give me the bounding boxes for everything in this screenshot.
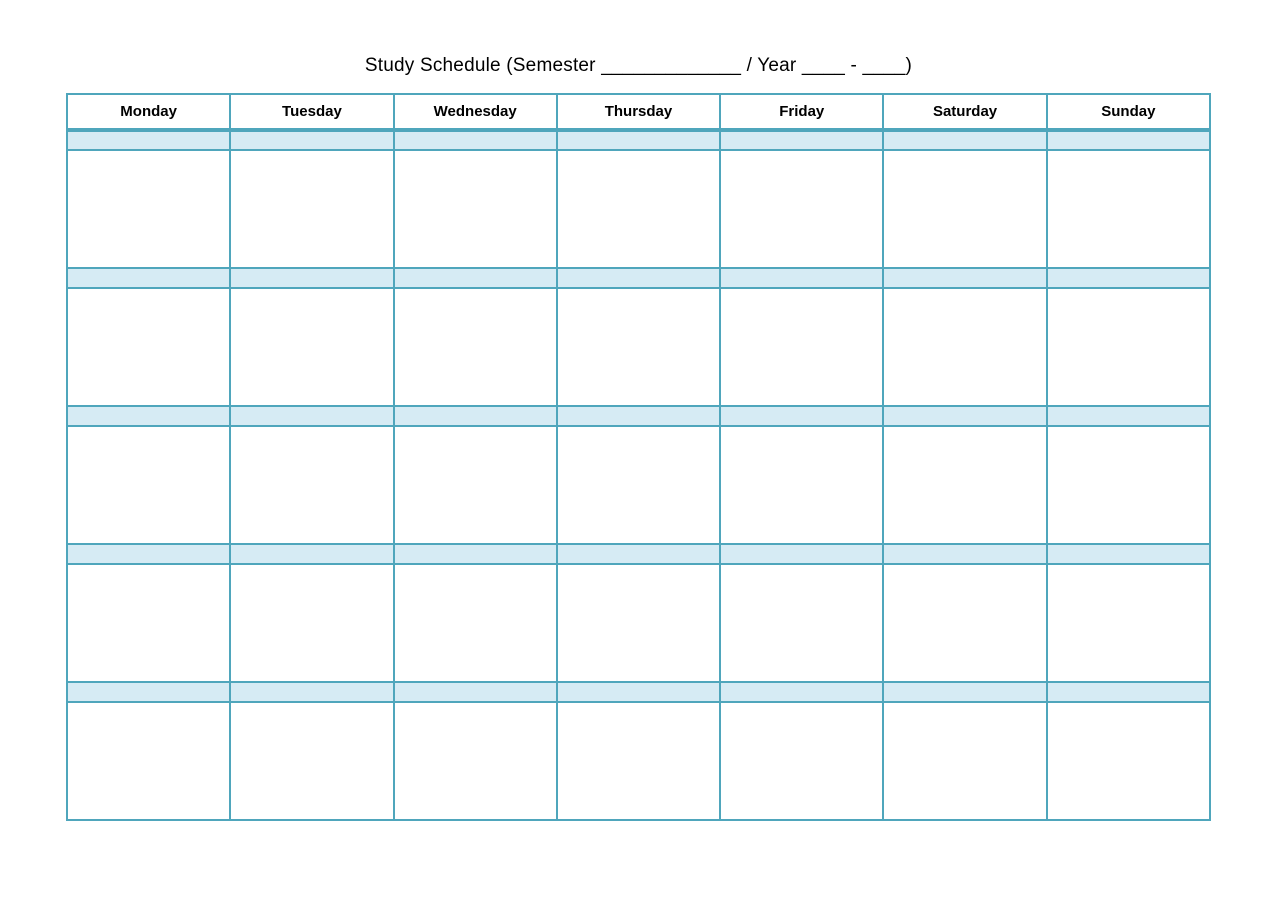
time-label-cell-thursday: [557, 406, 720, 426]
time-label-cell-sunday: [1047, 268, 1210, 288]
time-label-cell-sunday: [1047, 130, 1210, 150]
schedule-cell-monday: [67, 564, 230, 682]
time-label-cell-tuesday: [230, 130, 393, 150]
time-label-cell-wednesday: [394, 682, 557, 702]
schedule-cell-tuesday: [230, 702, 393, 820]
schedule-table-body: [67, 130, 1210, 820]
time-label-row: [67, 268, 1210, 288]
time-label-cell-friday: [720, 406, 883, 426]
schedule-entry-row: [67, 702, 1210, 820]
schedule-cell-sunday: [1047, 564, 1210, 682]
schedule-cell-friday: [720, 426, 883, 544]
column-header-friday: Friday: [720, 94, 883, 130]
schedule-cell-thursday: [557, 288, 720, 406]
schedule-cell-wednesday: [394, 426, 557, 544]
schedule-cell-thursday: [557, 150, 720, 268]
column-header-monday: Monday: [67, 94, 230, 130]
schedule-cell-thursday: [557, 702, 720, 820]
time-label-cell-monday: [67, 682, 230, 702]
study-schedule-table: [66, 93, 1211, 821]
column-header-tuesday: Tuesday: [230, 94, 393, 130]
schedule-cell-saturday: [883, 426, 1046, 544]
schedule-cell-tuesday: [230, 426, 393, 544]
time-label-cell-thursday: [557, 130, 720, 150]
schedule-cell-monday: [67, 288, 230, 406]
schedule-entry-row: [67, 426, 1210, 544]
time-label-cell-friday: [720, 130, 883, 150]
time-label-row: [67, 406, 1210, 426]
schedule-cell-wednesday: [394, 288, 557, 406]
time-label-cell-monday: [67, 406, 230, 426]
schedule-cell-saturday: [883, 288, 1046, 406]
time-label-cell-sunday: [1047, 406, 1210, 426]
table-header: [67, 94, 1210, 130]
time-label-cell-saturday: [883, 682, 1046, 702]
weekday-header-row: [67, 94, 1210, 130]
time-label-cell-wednesday: [394, 406, 557, 426]
time-label-cell-tuesday: [230, 406, 393, 426]
column-header-sunday: Sunday: [1047, 94, 1210, 130]
schedule-cell-thursday: [557, 564, 720, 682]
time-label-cell-friday: [720, 268, 883, 288]
time-label-cell-wednesday: [394, 130, 557, 150]
schedule-cell-sunday: [1047, 150, 1210, 268]
schedule-cell-saturday: [883, 150, 1046, 268]
schedule-cell-monday: [67, 426, 230, 544]
time-label-cell-thursday: [557, 682, 720, 702]
time-label-cell-tuesday: [230, 544, 393, 564]
schedule-cell-monday: [67, 150, 230, 268]
time-label-row: [67, 682, 1210, 702]
time-label-cell-monday: [67, 130, 230, 150]
time-label-cell-tuesday: [230, 682, 393, 702]
time-label-cell-monday: [67, 268, 230, 288]
schedule-cell-wednesday: [394, 564, 557, 682]
schedule-cell-monday: [67, 702, 230, 820]
schedule-cell-saturday: [883, 564, 1046, 682]
schedule-cell-tuesday: [230, 288, 393, 406]
column-header-wednesday: Wednesday: [394, 94, 557, 130]
schedule-cell-thursday: [557, 426, 720, 544]
schedule-cell-friday: [720, 564, 883, 682]
schedule-cell-wednesday: [394, 702, 557, 820]
schedule-entry-row: [67, 288, 1210, 406]
time-label-cell-monday: [67, 544, 230, 564]
schedule-cell-friday: [720, 288, 883, 406]
schedule-cell-tuesday: [230, 150, 393, 268]
column-header-thursday: Thursday: [557, 94, 720, 130]
schedule-cell-tuesday: [230, 564, 393, 682]
schedule-cell-sunday: [1047, 426, 1210, 544]
time-label-cell-saturday: [883, 544, 1046, 564]
schedule-cell-sunday: [1047, 702, 1210, 820]
schedule-cell-saturday: [883, 702, 1046, 820]
column-header-saturday: Saturday: [883, 94, 1046, 130]
schedule-cell-friday: [720, 150, 883, 268]
time-label-row: [67, 130, 1210, 150]
time-label-cell-sunday: [1047, 682, 1210, 702]
schedule-cell-friday: [720, 702, 883, 820]
time-label-cell-saturday: [883, 268, 1046, 288]
time-label-cell-wednesday: [394, 544, 557, 564]
time-label-cell-saturday: [883, 130, 1046, 150]
time-label-cell-thursday: [557, 544, 720, 564]
time-label-cell-friday: [720, 682, 883, 702]
page-title: Study Schedule (Semester _____________ / Year ____ - ____): [364, 55, 913, 76]
schedule-entry-row: [67, 564, 1210, 682]
schedule-entry-row: [67, 150, 1210, 268]
time-label-cell-sunday: [1047, 544, 1210, 564]
time-label-cell-saturday: [883, 406, 1046, 426]
time-label-cell-friday: [720, 544, 883, 564]
time-label-cell-wednesday: [394, 268, 557, 288]
schedule-cell-wednesday: [394, 150, 557, 268]
time-label-row: [67, 544, 1210, 564]
time-label-cell-tuesday: [230, 268, 393, 288]
time-label-cell-thursday: [557, 268, 720, 288]
schedule-cell-sunday: [1047, 288, 1210, 406]
